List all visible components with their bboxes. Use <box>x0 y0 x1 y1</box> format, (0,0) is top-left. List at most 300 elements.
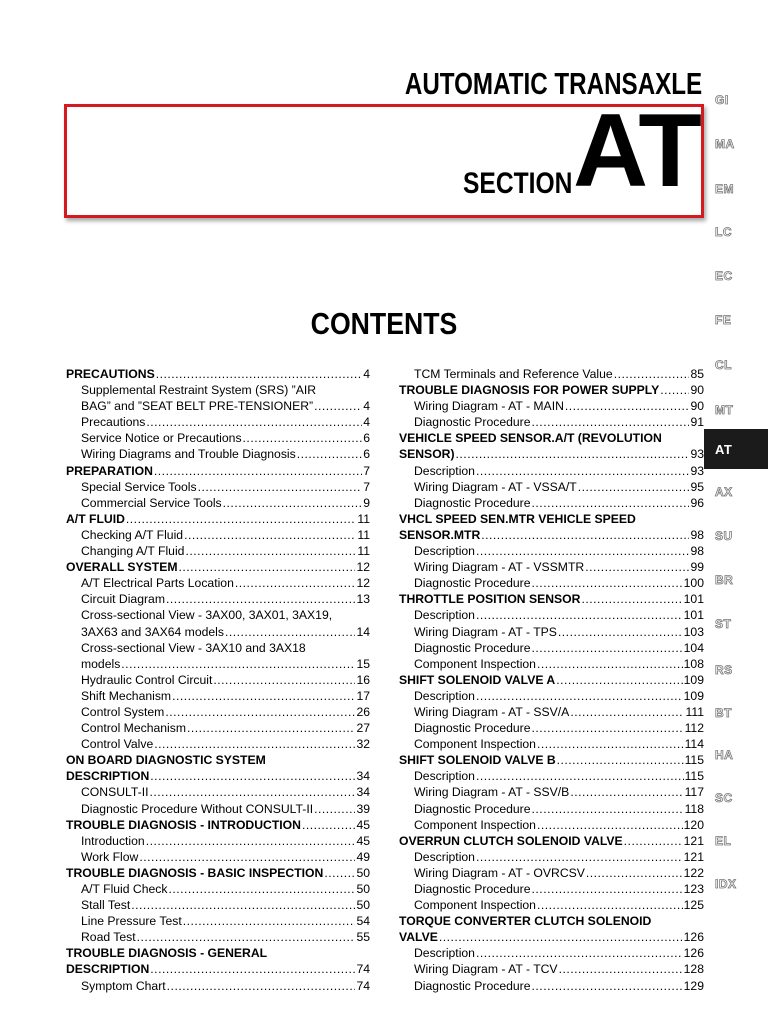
toc-entry[interactable] <box>66 446 370 462</box>
toc-page-number: 101 <box>683 608 704 623</box>
toc-page-number: 129 <box>683 978 704 993</box>
toc-page-number: 114 <box>684 737 704 752</box>
toc-entry-title: Wiring Diagram - AT - MAIN <box>414 399 564 414</box>
toc-page-number: 6 <box>363 447 370 462</box>
tab-bt[interactable]: BT <box>715 706 732 720</box>
toc-entry[interactable] <box>66 414 370 430</box>
dot-leader <box>565 398 690 414</box>
toc-page-number: 90 <box>690 383 704 398</box>
toc-entry[interactable] <box>66 784 370 800</box>
dot-leader <box>532 881 683 897</box>
toc-entry[interactable] <box>66 897 370 913</box>
tab-su[interactable]: SU <box>715 529 733 543</box>
toc-entry[interactable] <box>66 495 370 511</box>
toc-entry[interactable] <box>66 688 370 704</box>
section-banner <box>64 93 704 218</box>
toc-entry-title: Line Pressure Test <box>81 914 182 929</box>
toc-entry-title: TROUBLE DIAGNOSIS - INTRODUCTION <box>66 817 301 832</box>
tab-lc[interactable]: LC <box>715 225 732 239</box>
toc-entry[interactable] <box>66 913 370 929</box>
dot-leader <box>557 752 684 768</box>
toc-entry-title: DESCRIPTION <box>66 769 150 784</box>
toc-entry[interactable] <box>66 720 370 736</box>
toc-entry-title: Control System <box>81 704 165 719</box>
toc-entry[interactable] <box>399 495 704 511</box>
dot-leader <box>537 897 683 913</box>
toc-page-number: 55 <box>356 930 370 945</box>
toc-entry[interactable] <box>399 479 704 495</box>
toc-entry[interactable] <box>66 591 370 607</box>
toc-entry-title: Symptom Chart <box>81 978 166 993</box>
dot-leader <box>184 527 356 543</box>
dot-leader <box>481 527 689 543</box>
dot-leader <box>183 913 356 929</box>
toc-entry[interactable] <box>66 656 370 672</box>
toc-entry-line: ON BOARD DIAGNOSTIC SYSTEM <box>66 753 266 768</box>
toc-entry[interactable] <box>66 849 370 865</box>
toc-heading[interactable] <box>399 929 704 945</box>
toc-entry[interactable] <box>399 543 704 559</box>
toc-entry-title: Precautions <box>81 415 146 430</box>
toc-entry-title: Diagnostic Procedure <box>414 415 531 430</box>
dot-leader <box>476 688 683 704</box>
toc-entry[interactable] <box>66 881 370 897</box>
tab-ma[interactable]: MA <box>715 137 735 151</box>
toc-entry[interactable] <box>66 575 370 591</box>
toc-page-number: 117 <box>684 785 704 800</box>
dot-leader <box>179 559 356 575</box>
toc-entry-line: VEHICLE SPEED SENSOR.A/T (REVOLUTION <box>399 431 662 446</box>
toc-entry-title: TROUBLE DIAGNOSIS FOR POWER SUPPLY <box>399 383 660 398</box>
toc-heading[interactable] <box>399 527 704 543</box>
dot-leader <box>624 833 683 849</box>
toc-entry-title: 3AX63 and 3AX64 models <box>81 624 224 639</box>
toc-entry[interactable] <box>399 688 704 704</box>
toc-entry-line: Supplemental Restraint System (SRS) ”AIR <box>81 383 317 398</box>
dot-leader <box>476 543 689 559</box>
toc-entry[interactable] <box>399 463 704 479</box>
dot-leader <box>476 768 684 784</box>
toc-entry-title: Description <box>414 946 475 961</box>
toc-entry[interactable] <box>399 559 704 575</box>
toc-page-number: 91 <box>690 415 704 430</box>
toc-heading[interactable] <box>66 366 370 382</box>
toc-page-number: 74 <box>356 962 370 977</box>
dot-leader <box>187 720 355 736</box>
toc-entry[interactable] <box>399 897 704 913</box>
toc-entry[interactable] <box>66 833 370 849</box>
toc-page-number: 123 <box>683 882 704 896</box>
toc-entry-title: Changing A/T Fluid <box>81 544 185 559</box>
toc-entry[interactable] <box>66 929 370 945</box>
toc-entry-title: Wiring Diagram - AT - TPS <box>414 624 557 639</box>
toc-entry-title: Diagnostic Procedure <box>414 882 531 896</box>
dot-leader <box>556 672 682 688</box>
dot-leader <box>154 463 362 479</box>
toc-page-number: 120 <box>683 817 704 832</box>
toc-page-number: 34 <box>356 769 370 784</box>
toc-page-number: 11 <box>357 544 370 559</box>
toc-page-number: 17 <box>356 688 370 703</box>
toc-heading[interactable] <box>399 752 704 768</box>
toc-page-number: 15 <box>356 656 370 671</box>
dot-leader <box>476 607 683 623</box>
toc-entry-title: Introduction <box>81 833 145 848</box>
tab-rs[interactable]: RS <box>715 663 733 677</box>
toc-entry-title: CONSULT-II <box>81 785 149 800</box>
toc-entry-title: Control Valve <box>81 737 154 752</box>
dot-leader <box>537 817 683 833</box>
toc-entry-title: SENSOR.MTR <box>399 527 481 542</box>
tab-br[interactable]: BR <box>715 573 734 587</box>
toc-page-number: 45 <box>356 817 370 832</box>
dot-leader <box>302 817 355 833</box>
toc-page-number: 99 <box>690 560 704 575</box>
toc-entry-title: Description <box>414 769 475 784</box>
dot-leader <box>126 511 356 527</box>
toc-entry-title: Wiring Diagram - AT - SSV/A <box>414 704 570 719</box>
toc-page-number: 115 <box>684 769 704 784</box>
toc-page-number: 50 <box>356 882 370 896</box>
dot-leader <box>532 414 690 430</box>
dot-leader <box>532 978 683 994</box>
toc-entry-title: OVERRUN CLUTCH SOLENOID VALVE <box>399 833 623 848</box>
toc-entry-title: Checking A/T Fluid <box>81 527 184 542</box>
tab-gi[interactable]: GI <box>715 93 729 107</box>
toc-heading[interactable] <box>66 865 370 881</box>
dot-leader <box>243 430 363 446</box>
dot-leader <box>476 945 683 961</box>
toc-heading[interactable] <box>66 463 370 479</box>
dot-leader <box>570 784 683 800</box>
dot-leader <box>559 961 683 977</box>
toc-entry-title: TCM Terminals and Reference Value <box>414 367 613 381</box>
toc-entry-title: Description <box>414 544 475 559</box>
dot-leader <box>166 591 355 607</box>
dot-leader <box>439 929 683 945</box>
toc-entry-title: Shift Mechanism <box>81 688 172 703</box>
dot-leader <box>614 366 690 382</box>
toc-heading[interactable] <box>399 446 704 462</box>
section-code: AT <box>573 93 700 209</box>
toc-entry-title: SHIFT SOLENOID VALVE B <box>399 753 556 768</box>
dot-leader <box>532 495 690 511</box>
toc-entry-title: A/T FLUID <box>66 511 125 526</box>
toc-entry[interactable] <box>399 865 704 881</box>
toc-page-number: 93 <box>690 447 704 462</box>
dot-leader <box>131 897 355 913</box>
toc-entry[interactable] <box>399 575 704 591</box>
toc-page-number: 54 <box>356 914 370 929</box>
toc-page-number: 95 <box>690 479 704 494</box>
toc-page-number: 12 <box>356 576 370 591</box>
dot-leader <box>537 656 683 672</box>
toc-entry-title: Diagnostic Procedure Without CONSULT-II <box>81 801 314 816</box>
toc-entry-title: Wiring Diagram - AT - VSSMTR <box>414 560 585 575</box>
manual-title: AUTOMATIC TRANSAXLE <box>404 66 702 101</box>
dot-leader <box>586 865 683 881</box>
toc-page-number: 50 <box>356 898 370 913</box>
toc-entry-title: Component Inspection <box>414 898 536 913</box>
toc-entry-title: Diagnostic Procedure <box>414 495 531 510</box>
toc-entry[interactable] <box>66 543 370 559</box>
dot-leader <box>476 849 683 865</box>
toc-heading[interactable] <box>399 672 704 688</box>
toc-page-number: 122 <box>683 865 704 880</box>
toc-entry-title: Description <box>414 463 475 478</box>
dot-leader <box>121 656 355 672</box>
toc-entry-title: PREPARATION <box>66 463 153 478</box>
dot-leader <box>324 865 355 881</box>
tab-em[interactable]: EM <box>715 182 734 196</box>
toc-entry[interactable] <box>399 961 704 977</box>
toc-page-number: 101 <box>683 592 704 607</box>
toc-entry[interactable] <box>399 784 704 800</box>
toc-entry-title: OVERALL SYSTEM <box>66 560 178 575</box>
toc-page-number: 14 <box>356 624 370 639</box>
dot-leader <box>456 446 690 462</box>
toc-entry-title: Diagnostic Procedure <box>414 801 531 816</box>
toc-entry-title: Circuit Diagram <box>81 592 165 607</box>
toc-entry[interactable] <box>399 881 704 897</box>
toc-entry-title: Commercial Service Tools <box>81 495 222 510</box>
dot-leader <box>150 961 355 977</box>
toc-entry-title: Diagnostic Procedure <box>414 576 531 591</box>
toc-entry-title: Road Test <box>81 930 136 945</box>
tab-idx[interactable]: IDX <box>715 877 737 891</box>
tab-sc[interactable]: SC <box>715 791 733 805</box>
toc-entry[interactable] <box>399 607 704 623</box>
toc-entry-line: Cross-sectional View - 3AX10 and 3AX18 <box>81 640 306 655</box>
toc-heading[interactable] <box>66 768 370 784</box>
tab-el[interactable]: EL <box>715 834 732 848</box>
toc-entry-title: BAG” and ”SEAT BELT PRE-TENSIONER” <box>81 399 314 414</box>
toc-entry-title: Wiring Diagrams and Trouble Diagnosis <box>81 447 296 462</box>
toc-page-number: 121 <box>683 849 704 864</box>
toc-page-number: 49 <box>356 849 370 864</box>
toc-page-number: 39 <box>356 801 370 816</box>
toc-entry-title: SENSOR) <box>399 447 455 462</box>
toc-page-number: 7 <box>363 479 370 494</box>
toc-page-number: 100 <box>683 576 704 591</box>
toc-entry-title: A/T Fluid Check <box>81 882 168 896</box>
toc-page-number: 98 <box>690 527 704 542</box>
toc-entry-title: Diagnostic Procedure <box>414 978 531 993</box>
toc-entry[interactable] <box>66 624 370 640</box>
dot-leader <box>139 849 355 865</box>
toc-entry-title: PRECAUTIONS <box>66 367 155 381</box>
toc-entry-title: Component Inspection <box>414 737 536 752</box>
toc-page-number: 6 <box>363 431 370 446</box>
dot-leader <box>235 575 356 591</box>
dot-leader <box>146 414 362 430</box>
toc-page-number: 34 <box>356 785 370 800</box>
toc-entry[interactable] <box>66 479 370 495</box>
toc-page-number: 109 <box>683 672 704 687</box>
toc-entry[interactable] <box>399 704 704 720</box>
toc-page-number: 4 <box>363 367 370 381</box>
toc-entry-title: Hydraulic Control Circuit <box>81 672 213 687</box>
toc-heading[interactable] <box>66 961 370 977</box>
toc-entry[interactable] <box>66 672 370 688</box>
toc-entry[interactable] <box>399 720 704 736</box>
toc-page-number: 4 <box>363 415 370 430</box>
toc-page-number: 13 <box>356 592 370 607</box>
dot-leader <box>150 784 356 800</box>
toc-entry-title: Description <box>414 608 475 623</box>
dot-leader <box>558 624 683 640</box>
tab-ax[interactable]: AX <box>715 485 733 499</box>
toc-entry[interactable] <box>399 366 704 382</box>
toc-entry[interactable] <box>399 768 704 784</box>
toc-entry[interactable] <box>399 978 704 994</box>
dot-leader <box>314 801 355 817</box>
toc-page-number: 50 <box>356 865 370 880</box>
toc-heading[interactable] <box>399 382 704 398</box>
toc-entry-title: Wiring Diagram - AT - TCV <box>414 962 558 977</box>
toc-page-number: 125 <box>683 898 704 913</box>
dot-leader <box>581 591 682 607</box>
toc-page-number: 90 <box>690 399 704 414</box>
toc-entry[interactable] <box>66 736 370 752</box>
toc-entry-title: Diagnostic Procedure <box>414 640 531 655</box>
toc-entry-line: TORQUE CONVERTER CLUTCH SOLENOID <box>399 914 652 929</box>
dot-leader <box>532 575 683 591</box>
toc-page-number: 115 <box>684 753 704 768</box>
section-label: SECTION <box>463 167 573 200</box>
toc-entry[interactable] <box>399 849 704 865</box>
toc-entry[interactable] <box>66 430 370 446</box>
tab-fe[interactable]: FE <box>715 313 732 327</box>
toc-entry-title: Service Notice or Precautions <box>81 431 242 446</box>
dot-leader <box>167 978 356 994</box>
toc-page-number: 12 <box>356 560 370 575</box>
toc-entry[interactable] <box>399 656 704 672</box>
toc-entry[interactable] <box>399 398 704 414</box>
toc-entry-title: Stall Test <box>81 898 131 913</box>
dot-leader <box>213 672 355 688</box>
toc-entry-title: Diagnostic Procedure <box>414 721 531 736</box>
toc-entry-title: Component Inspection <box>414 817 536 832</box>
dot-leader <box>585 559 689 575</box>
toc-page-number: 4 <box>363 399 370 414</box>
dot-leader <box>578 479 690 495</box>
toc-entry[interactable] <box>66 527 370 543</box>
toc-entry-title: models <box>81 656 121 671</box>
toc-page-number: 85 <box>690 367 704 381</box>
toc-page-number: 128 <box>683 962 704 977</box>
toc-page-number: 96 <box>690 495 704 510</box>
tab-ha[interactable]: HA <box>715 748 734 762</box>
toc-entry-title: Description <box>414 849 475 864</box>
toc-heading[interactable] <box>399 833 704 849</box>
toc-entry[interactable] <box>66 978 370 994</box>
dot-leader <box>156 366 363 382</box>
toc-entry-title: Wiring Diagram - AT - SSV/B <box>414 785 570 800</box>
tab-ec[interactable]: EC <box>715 269 733 283</box>
toc-heading[interactable] <box>66 511 370 527</box>
toc-page-number: 93 <box>690 463 704 478</box>
tab-mt[interactable]: MT <box>715 403 734 417</box>
toc-entry-title: VALVE <box>399 930 438 945</box>
toc-heading[interactable] <box>66 817 370 833</box>
dot-leader <box>532 801 684 817</box>
dot-leader <box>168 881 355 897</box>
toc-page-number: 27 <box>356 721 370 736</box>
dot-leader <box>172 688 355 704</box>
toc-entry-title: Wiring Diagram - AT - VSSA/T <box>414 479 577 494</box>
toc-page-number: 103 <box>683 624 704 639</box>
toc-entry[interactable] <box>66 704 370 720</box>
dot-leader <box>532 720 684 736</box>
toc-entry[interactable] <box>399 817 704 833</box>
toc-entry-line: TROUBLE DIAGNOSIS - GENERAL <box>66 946 268 961</box>
toc-page-number: 45 <box>356 833 370 848</box>
toc-page-number: 109 <box>683 688 704 703</box>
toc-page-number: 32 <box>356 737 370 752</box>
toc-page-number: 112 <box>684 721 704 736</box>
contents-left-column <box>66 366 370 994</box>
toc-entry-title: THROTTLE POSITION SENSOR <box>399 592 581 607</box>
dot-leader <box>146 833 356 849</box>
toc-page-number: 74 <box>356 978 370 993</box>
dot-leader <box>476 463 689 479</box>
toc-page-number: 121 <box>683 833 704 848</box>
toc-entry[interactable] <box>399 945 704 961</box>
toc-entry-line: Cross-sectional View - 3AX00, 3AX01, 3AX19, <box>81 608 333 623</box>
toc-entry[interactable] <box>399 801 704 817</box>
toc-entry-title: Wiring Diagram - AT - OVRCSV <box>414 865 585 880</box>
toc-entry[interactable] <box>399 640 704 656</box>
tab-at[interactable]: AT <box>704 429 768 469</box>
toc-page-number: 11 <box>357 511 370 526</box>
toc-page-number: 111 <box>685 704 704 719</box>
toc-page-number: 7 <box>363 463 370 478</box>
contents-right-column <box>399 366 704 994</box>
toc-entry-title: Component Inspection <box>414 656 536 671</box>
toc-entry[interactable] <box>399 736 704 752</box>
dot-leader <box>314 398 362 414</box>
toc-entry[interactable] <box>399 414 704 430</box>
toc-entry-title: SHIFT SOLENOID VALVE A <box>399 672 556 687</box>
dot-leader <box>537 736 684 752</box>
toc-heading[interactable] <box>399 591 704 607</box>
dot-leader <box>165 704 355 720</box>
dot-leader <box>660 382 689 398</box>
toc-entry-title: TROUBLE DIAGNOSIS - BASIC INSPECTION <box>66 865 324 880</box>
dot-leader <box>225 624 355 640</box>
toc-page-number: 98 <box>690 544 704 559</box>
tab-st[interactable]: ST <box>715 617 732 631</box>
toc-heading[interactable] <box>66 559 370 575</box>
toc-entry-title: Work Flow <box>81 849 139 864</box>
toc-page-number: 126 <box>683 930 704 945</box>
dot-leader <box>137 929 356 945</box>
tab-cl[interactable]: CL <box>715 358 732 372</box>
contents-heading: CONTENTS <box>310 306 458 341</box>
toc-page-number: 108 <box>683 656 704 671</box>
toc-page-number: 126 <box>683 946 704 961</box>
toc-entry[interactable] <box>66 801 370 817</box>
toc-page-number: 118 <box>684 801 704 816</box>
dot-leader <box>185 543 356 559</box>
toc-entry-title: Control Mechanism <box>81 721 186 736</box>
toc-entry[interactable] <box>399 624 704 640</box>
dot-leader <box>223 495 363 511</box>
toc-page-number: 104 <box>683 640 704 655</box>
toc-entry[interactable] <box>66 398 370 414</box>
toc-entry-title: Special Service Tools <box>81 479 197 494</box>
